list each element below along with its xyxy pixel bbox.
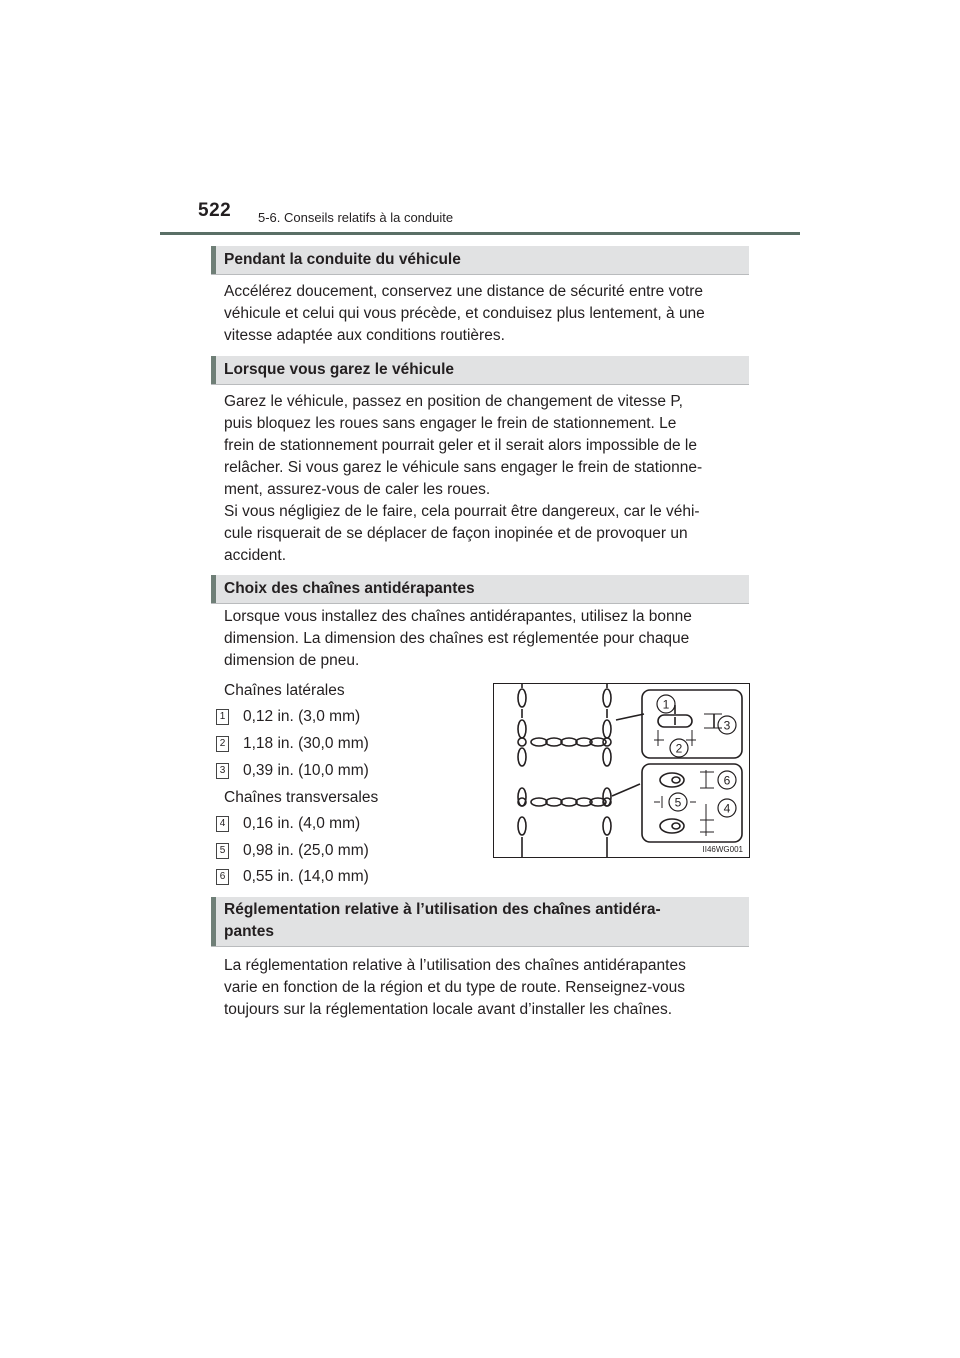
paragraph-driving: Accélérez doucement, conservez une distance de sécurité entre votre véhicule et celui qui vous précède, et conduisez plus lentement, à une vitesse adaptée aux conditions routières. <box>224 283 705 344</box>
spec-row <box>216 866 369 888</box>
callout-number: 1 <box>216 709 229 725</box>
paragraph-chain-regulations: La réglementation relative à l’utilisation des chaînes antidérapantes varie en fonction de la région et du type de route. Renseignez-vous toujours sur la réglementation locale avant d’installer les chaînes. <box>224 957 686 1018</box>
spec-value: 0,16 in. (4,0 mm) <box>243 815 361 832</box>
heading-parking: Lorsque vous garez le véhicule <box>211 356 749 385</box>
cross-chains-label: Chaînes transversales <box>224 789 379 806</box>
left-vertical-chain <box>518 684 526 857</box>
paragraph-snow-chains: Lorsque vous installez des chaînes antidérapantes, utilisez la bonne dimension. La dimension des chaînes est réglementée pour chaque dimension de pneu. <box>224 608 692 669</box>
spec-value: 0,98 in. (25,0 mm) <box>243 842 369 859</box>
callout-4-label: 4 <box>723 801 731 816</box>
callout-1-label: 1 <box>662 697 670 712</box>
paragraph-parking: Garez le véhicule, passez en position de changement de vitesse P, puis bloquez les roues sans engager le frein de stationnement. Le frein de stationnement pourrait geler et il serait alors impossible de le relâcher. Si vous garez le véhicule sans engager le frein de stationne- ment, assurez-vous de caler les roues. Si vous négligiez de le faire, cela pourrait être dangereux, car le véhi- cule risquerait de se déplacer de façon inopinée et de provoquer un accident. <box>224 393 703 564</box>
spec-row <box>216 760 369 782</box>
spec-value: 0,39 in. (10,0 mm) <box>243 762 369 779</box>
callout-number: 2 <box>216 736 229 752</box>
section-breadcrumb: 5-6. Conseils relatifs à la conduite <box>258 210 454 225</box>
callout-number: 6 <box>216 869 229 885</box>
callout-2-label: 2 <box>675 741 683 756</box>
upper-cross-chain <box>518 738 611 746</box>
callout-6-label: 6 <box>723 773 731 788</box>
spec-value: 1,18 in. (30,0 mm) <box>243 735 369 752</box>
spec-row <box>216 840 369 862</box>
spec-value: 0,12 in. (3,0 mm) <box>243 708 361 725</box>
callout-3-label: 3 <box>723 718 731 733</box>
lower-cross-chain <box>518 798 611 806</box>
right-vertical-chain <box>603 684 611 857</box>
snow-chain-illustration <box>494 684 749 857</box>
spec-row <box>216 733 369 755</box>
callout-5-label: 5 <box>674 795 682 810</box>
header-rule <box>160 232 800 235</box>
side-chains-label: Chaînes latérales <box>224 682 345 699</box>
page-number: 522 <box>198 200 232 221</box>
callout-number: 4 <box>216 816 229 832</box>
spec-row <box>216 813 360 835</box>
callout-number: 3 <box>216 763 229 779</box>
snow-chain-diagram <box>493 683 750 858</box>
spec-value: 0,55 in. (14,0 mm) <box>243 868 369 885</box>
figure-code: II46WG001 <box>702 845 743 854</box>
heading-snow-chains: Choix des chaînes antidérapantes <box>211 575 749 604</box>
heading-chain-regulations: Réglementation relative à l’utilisation des chaînes antidéra- pantes <box>211 897 749 947</box>
spec-row <box>216 706 360 728</box>
callout-number: 5 <box>216 843 229 859</box>
heading-driving: Pendant la conduite du véhicule <box>211 246 749 275</box>
